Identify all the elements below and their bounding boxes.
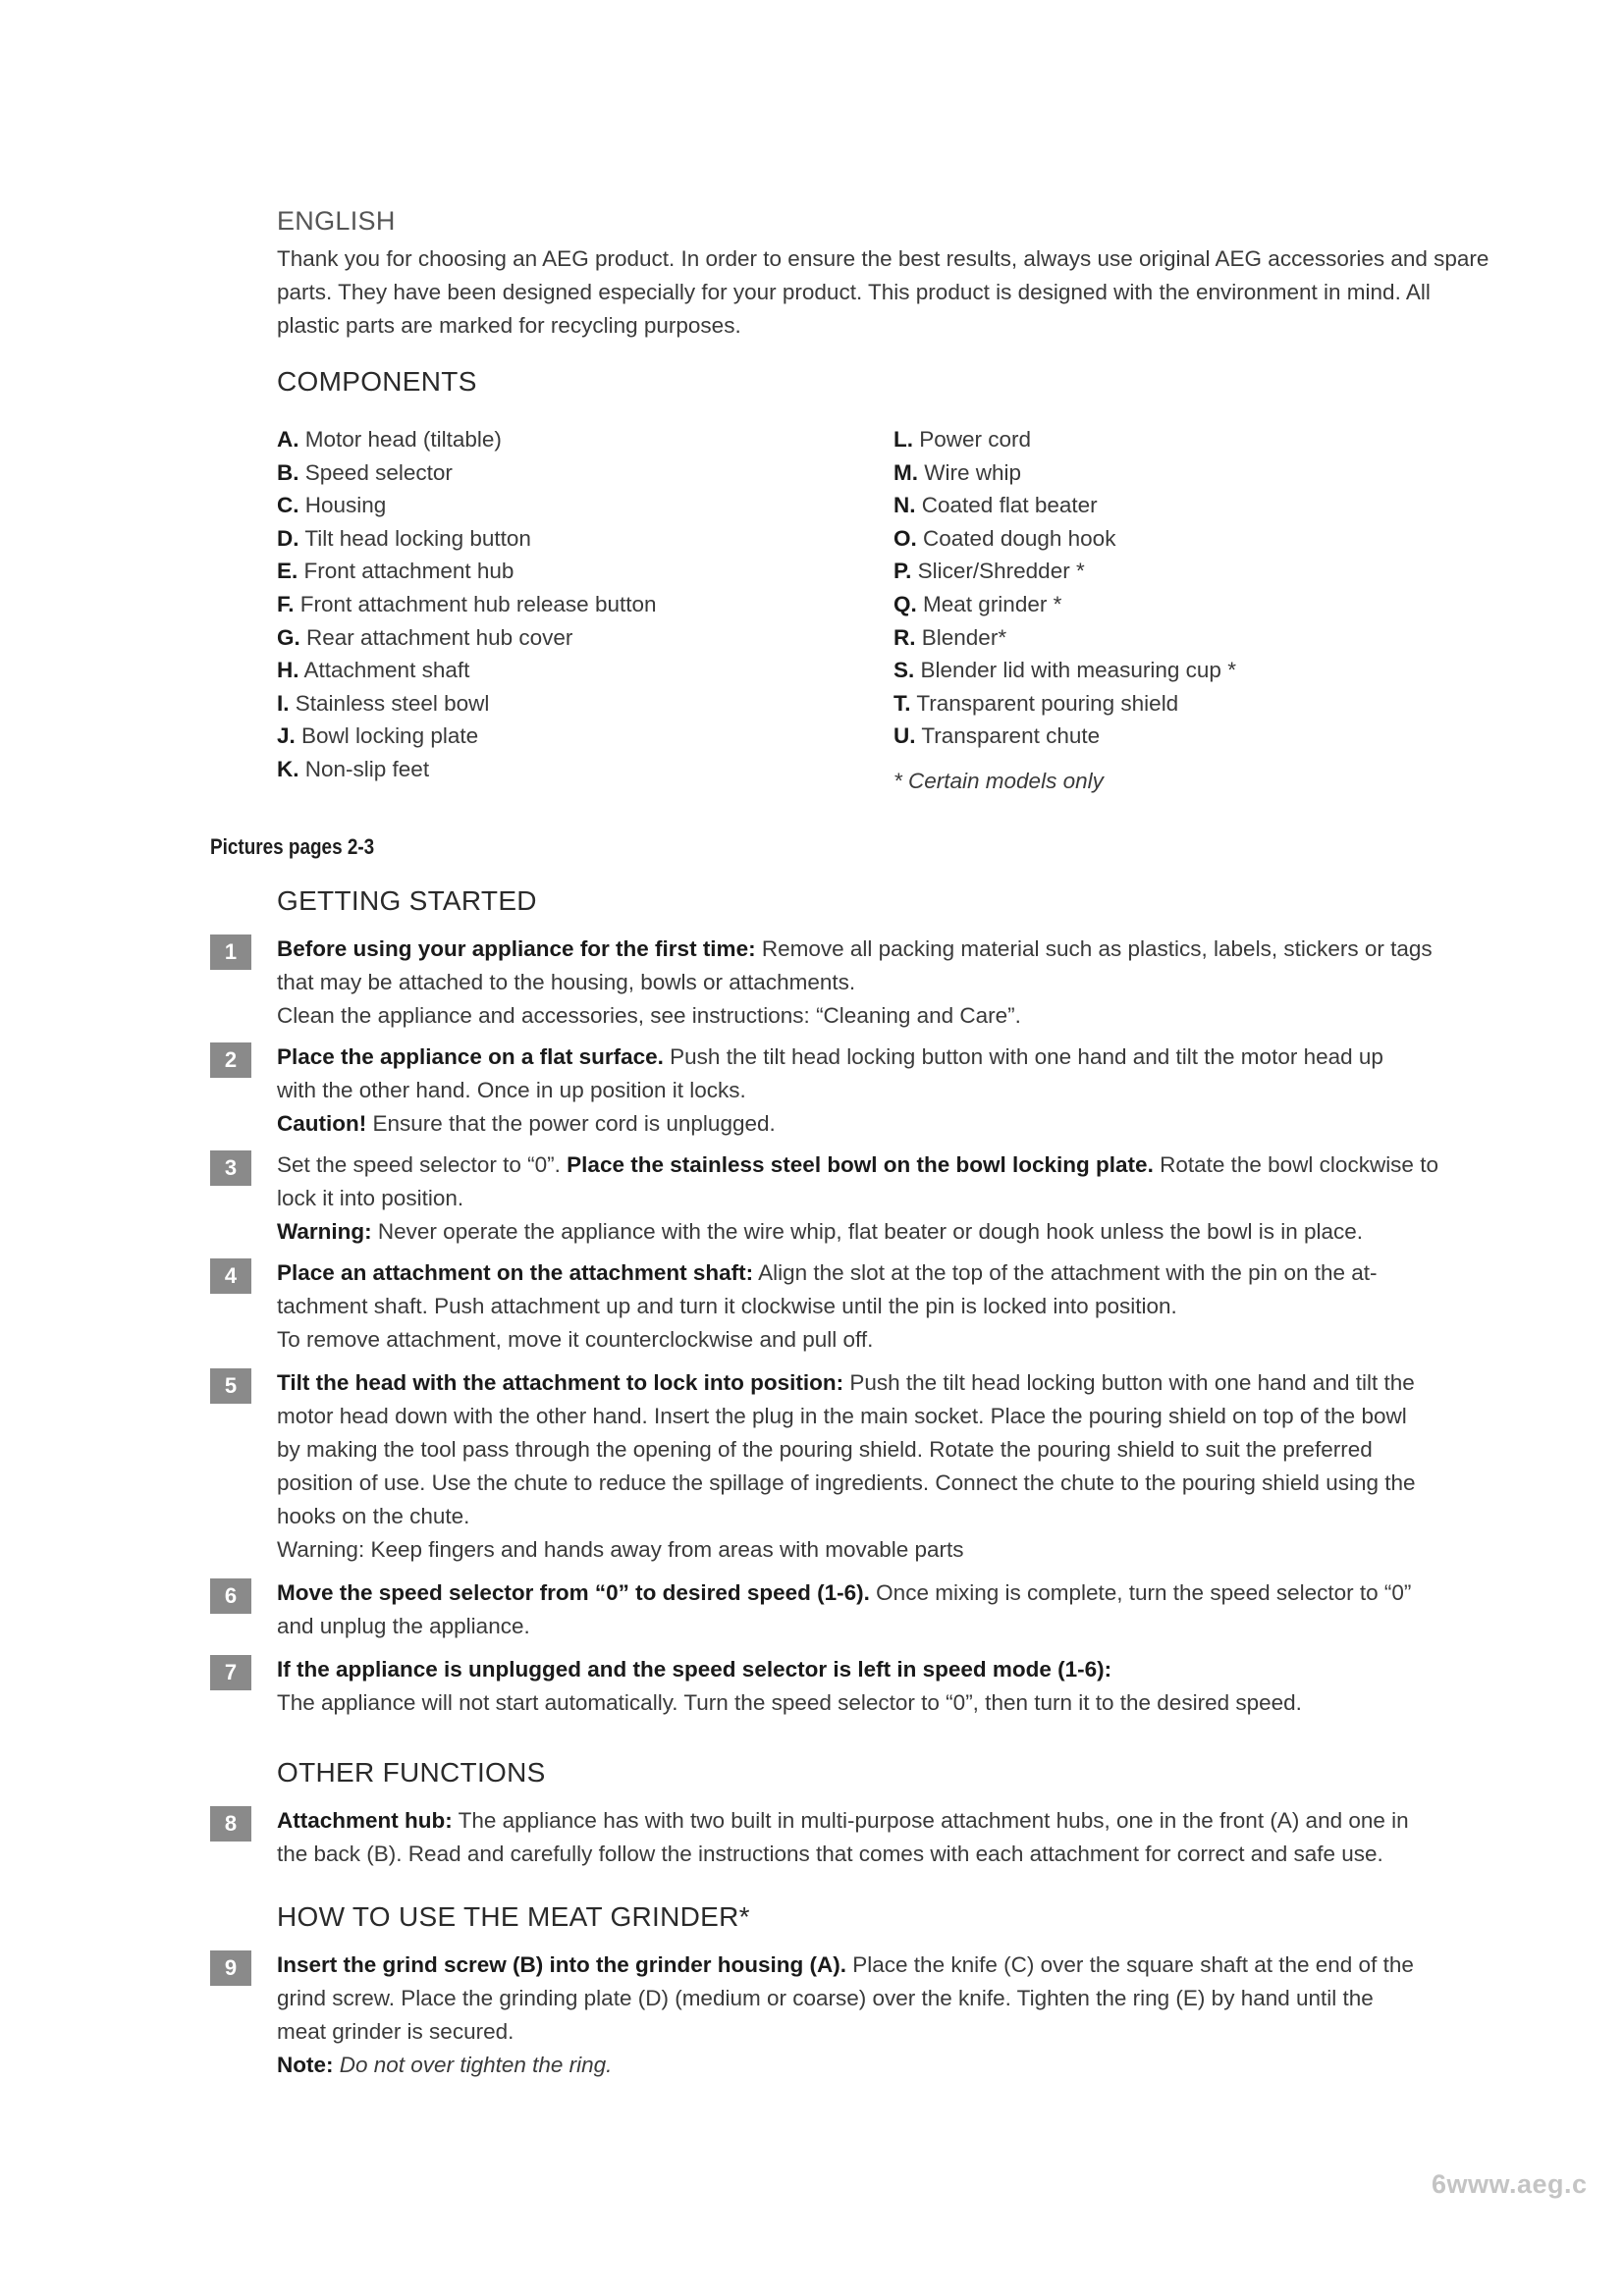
step-9: 9 Insert the grind screw (B) into the grinder housing (A). Place the knife (C) over the square shaft at the end of the grind screw. Place the grinding plate (D) (medium or coarse) over the knife. Tighten the ring (E) by hand until the meat grinder is secured. Note: Do not over tighten the ring.	[210, 1949, 1487, 2082]
components-heading: COMPONENTS	[277, 366, 477, 397]
step-7: 7 If the appliance is unplugged and the speed selector is left in speed mode (1-6): The appliance will not start automatically. Turn the speed selector to “0”, then turn it to the desired speed.	[210, 1653, 1487, 1720]
other-functions-heading: OTHER FUNCTIONS	[277, 1757, 546, 1788]
component-item: E. Front attachment hub	[277, 559, 514, 584]
components-right-column	[893, 423, 1483, 798]
components-list	[277, 423, 1494, 798]
step-2: 2 Place the appliance on a flat surface. Push the tilt head locking button with one hand and tilt the motor head up with the other hand. Once in up position it locks. Caution! Ensure that the power cord is unplugged.	[210, 1041, 1487, 1141]
step-number-badge: 5	[210, 1368, 251, 1404]
step-number-badge: 3	[210, 1150, 251, 1186]
step-number-badge: 1	[210, 934, 251, 970]
component-item: P. Slicer/Shredder *	[893, 559, 1085, 584]
step-4: 4 Place an attachment on the attachment shaft: Align the slot at the top of the attachment with the pin on the at- tachment shaft. Push attachment up and turn it clockwise until the pin is locked into position. To remove attachment, move it counterclockwise and pull off.	[210, 1256, 1487, 1357]
component-item: Q. Meat grinder *	[893, 591, 1062, 616]
step-5: 5 Tilt the head with the attachment to lock into position: Push the tilt head locking button with one hand and tilt the motor head down with the other hand. Insert the plug in the main socket. Place the pouring shield on top of the bowl by making the tool pass through the opening of the pouring shield. Rotate the pouring shield to suit the preferred position of use. Use the chute to reduce the spillage of ingredients. Connect the chute to the pouring shield using the hooks on the chute. Warning: Keep fingers and hands away from areas with movable parts	[210, 1366, 1487, 1567]
component-item: H. Attachment shaft	[277, 658, 470, 683]
intro-section	[277, 206, 1494, 798]
getting-started-heading: GETTING STARTED	[277, 885, 537, 916]
component-item: T. Transparent pouring shield	[893, 690, 1179, 716]
step-number-badge: 7	[210, 1655, 251, 1690]
component-item: N. Coated flat beater	[893, 493, 1098, 518]
step-number-badge: 4	[210, 1258, 251, 1294]
component-item: A. Motor head (tiltable)	[277, 427, 502, 452]
components-left-column	[277, 423, 893, 798]
getting-started-steps	[210, 933, 1487, 1720]
language-heading: ENGLISH	[277, 206, 396, 236]
component-item: I. Stainless steel bowl	[277, 690, 490, 716]
component-item: O. Coated dough hook	[893, 525, 1116, 551]
step-6: 6 Move the speed selector from “0” to desired speed (1-6). Once mixing is complete, turn the speed selector to “0” and unplug the appliance.	[210, 1576, 1487, 1643]
component-item: B. Speed selector	[277, 459, 453, 485]
component-item: G. Rear attachment hub cover	[277, 624, 573, 650]
step-number-badge: 8	[210, 1806, 251, 1842]
step-number-badge: 6	[210, 1578, 251, 1614]
intro-paragraph: Thank you for choosing an AEG product. In order to ensure the best results, always use original AEG accessories and spare parts. They have been designed especially for your product. This product is designed with the environment in mind. All plastic parts are marked for recycling purposes.	[277, 246, 1489, 338]
step-3: 3 Set the speed selector to “0”. Place the stainless steel bowl on the bowl locking plate. Rotate the bowl clockwise to lock it into position. Warning: Never operate the appliance with the wire whip, flat beater or dough hook unless the bowl is in place.	[210, 1148, 1487, 1249]
component-item: M. Wire whip	[893, 459, 1022, 485]
step-number-badge: 2	[210, 1042, 251, 1078]
component-item: U. Transparent chute	[893, 723, 1101, 749]
component-item: J. Bowl locking plate	[277, 723, 479, 749]
certain-models-note: * Certain models only	[893, 768, 1104, 793]
step-number-badge: 9	[210, 1950, 251, 1986]
step-8: 8 Attachment hub: The appliance has with two built in multi-purpose attachment hubs, one in the front (A) and one in the back (B). Read and carefully follow the instructions that comes with each attachment for correct and safe use.	[210, 1804, 1487, 1871]
component-item: L. Power cord	[893, 427, 1032, 452]
component-item: F. Front attachment hub release button	[277, 591, 657, 616]
component-item: S. Blender lid with measuring cup *	[893, 658, 1236, 683]
component-item: D. Tilt head locking button	[277, 525, 531, 551]
component-item: K. Non-slip feet	[277, 756, 430, 781]
other-functions-steps	[210, 1804, 1487, 1871]
step-1: 1 Before using your appliance for the first time: Remove all packing material such as plastics, labels, stickers or tags that may be attached to the housing, bowls or attachments. Clean the appliance and accessories, see instructions: “Cleaning and Care”.	[210, 933, 1487, 1033]
page-footer-url[interactable]: 6www.aeg.c	[1432, 2169, 1588, 2199]
pictures-label: Pictures pages 2-3	[210, 834, 375, 859]
meat-grinder-heading: HOW TO USE THE MEAT GRINDER*	[277, 1901, 750, 1932]
meat-grinder-steps	[210, 1949, 1487, 2082]
component-item: C. Housing	[277, 493, 387, 518]
component-item: R. Blender*	[893, 624, 1007, 650]
